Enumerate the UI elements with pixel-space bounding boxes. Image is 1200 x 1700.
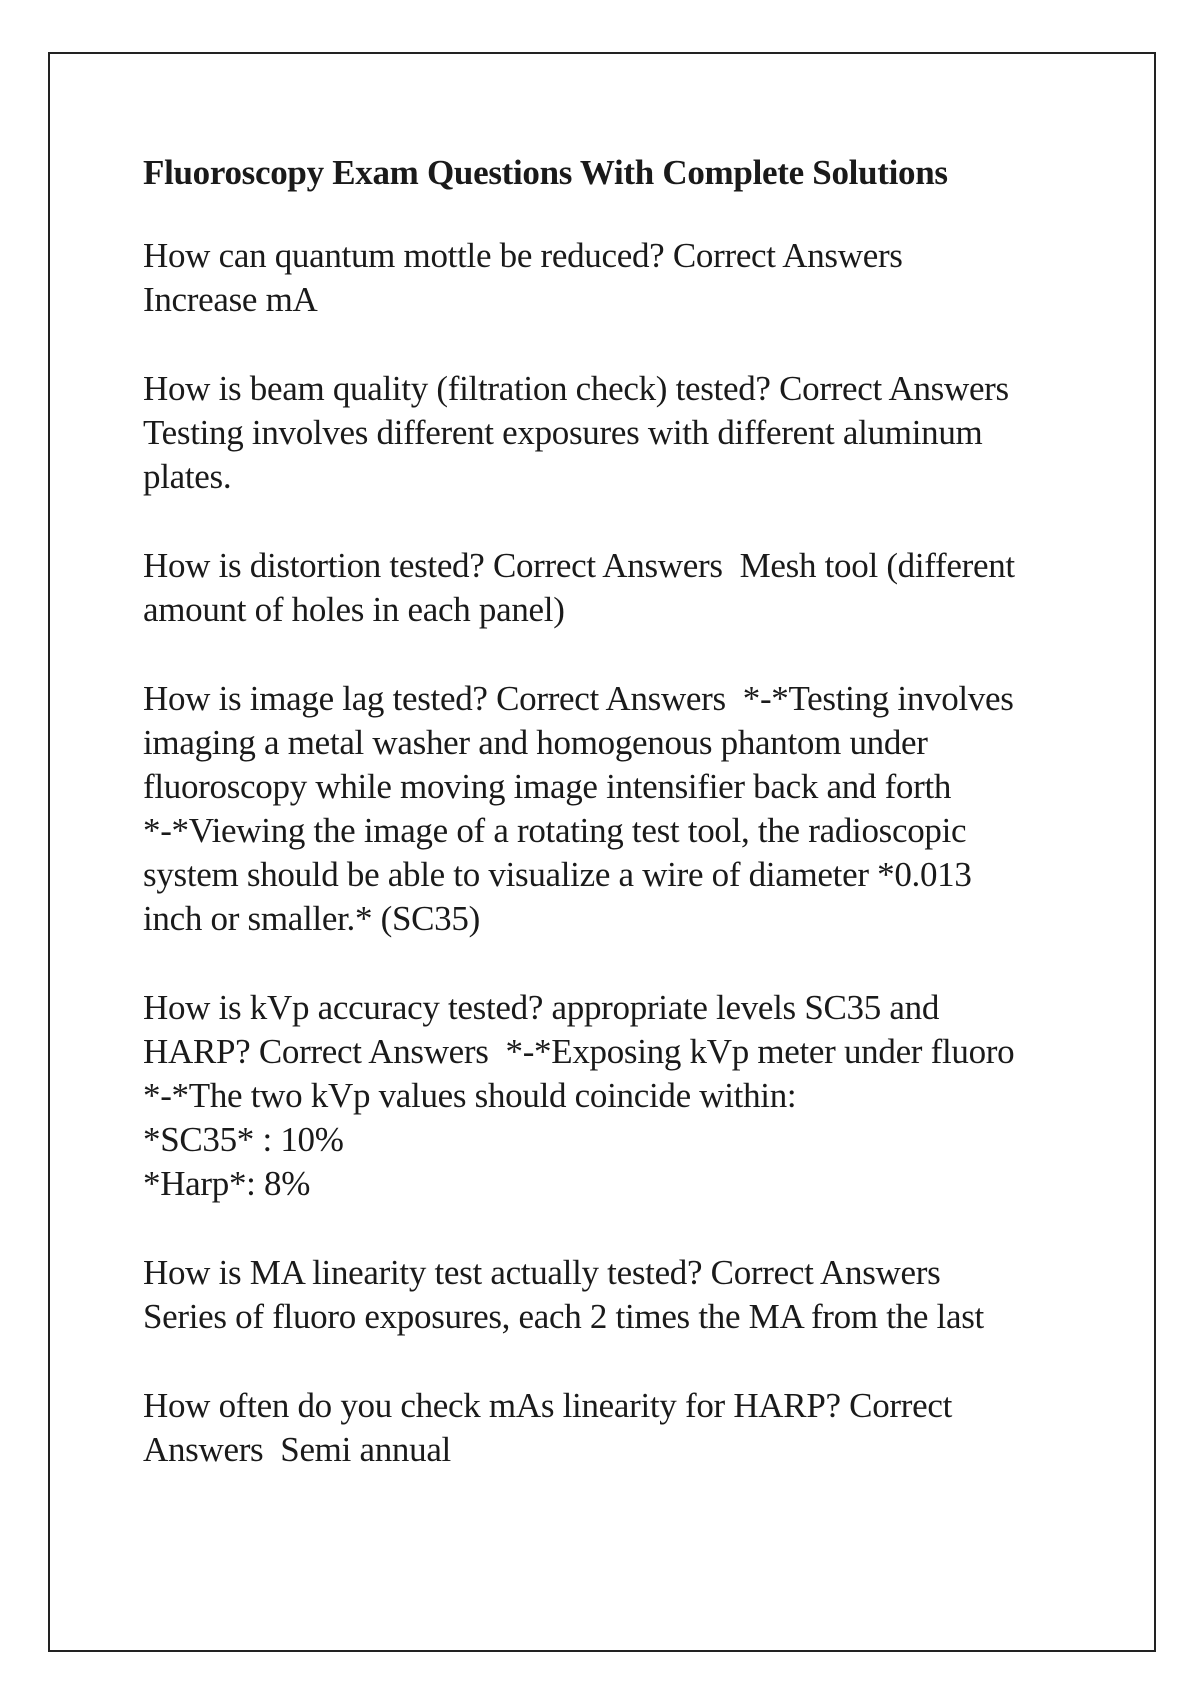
document-title: Fluoroscopy Exam Questions With Complete Solutions bbox=[143, 153, 948, 192]
qa-item-mas-linearity-frequency: How often do you check mAs linearity for HARP? Correct Answers Semi annual bbox=[143, 1386, 953, 1469]
qa-item-beam-quality: How is beam quality (filtration check) tested? Correct Answers Testing involves different exposures with different aluminum plates. bbox=[143, 369, 1009, 496]
qa-item-image-lag: How is image lag tested? Correct Answers *-*Testing involves imaging a metal washer and homogenous phantom under fluoroscopy while moving image intensifier back and forth *-*Viewing the image of a rotating test tool, the radioscopic system should be able to visualize a wire of diameter *0.013 inch or smaller.* (SC35) bbox=[143, 679, 1014, 938]
document-body bbox=[143, 152, 1073, 1517]
qa-item-ma-linearity: How is MA linearity test actually tested? Correct Answers Series of fluoro exposures, each 2 times the MA from the last bbox=[143, 1253, 984, 1336]
qa-item-quantum-mottle: How can quantum mottle be reduced? Correct Answers Increase mA bbox=[143, 236, 903, 319]
qa-item-kvp-accuracy: How is kVp accuracy tested? appropriate levels SC35 and HARP? Correct Answers *-*Exposing kVp meter under fluoro *-*The two kVp values should coincide within: *SC35* : 10% *Harp*: 8% bbox=[143, 988, 1015, 1203]
qa-item-distortion: How is distortion tested? Correct Answers Mesh tool (different amount of holes in each panel) bbox=[143, 546, 1015, 629]
